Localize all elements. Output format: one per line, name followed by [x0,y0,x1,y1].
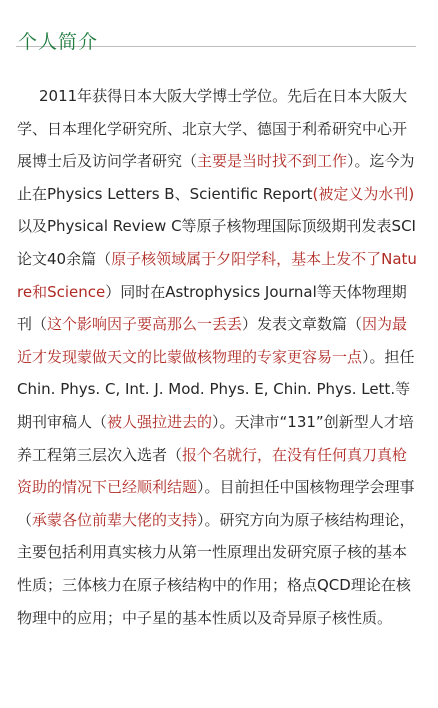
bio-text: ）。迄今为止在Physics Letters B、Scientific Report [17,152,415,203]
bio-annotation: (被定义为水刊) [312,184,415,203]
bio-text: ）。天津市“131”创新型人才培养工程第三层次入选者（ [17,412,414,464]
section-header [16,12,416,53]
bio-text: ）。担任Chin. Phys. C, Int. J. Mod. Phys. E, Chin. Phys. Lett.等期刊审稿人（ [17,347,415,431]
bio-text: ）。研究方向为原子核结构理论，主要包括利用真实核力从第一性原理出发研究原子核的基本性质；三体核力在原子核结构中的作用；格点QCD理论在核物理中的应用；中子星的基本性质以及奇异原子核性质。 [17,510,415,627]
bio-text: ）同时在Astrophysics Journal等天体物理期刊（ [17,282,407,334]
bio-text: 以及Physical Review C等原子核物理国际顶级期刊发表SCI论文40余篇（ [17,217,416,268]
bio-annotation: 因为最近才发现蒙做天文的比蒙做核物理的专家更容易一点 [17,315,408,366]
bio-paragraph [17,80,417,634]
section-title: 个人简介 [18,30,99,53]
bio-text: ）。目前担任中国核物理学会理事（ [17,478,415,529]
bio-annotation: 报个名就行，在没有任何真刀真枪资助的情况下已经顺利结题 [17,445,408,497]
bio-annotation: 原子核领域属于夕阳学科，基本上发不了Nature和Science [17,249,417,301]
bio-annotation: 承蒙各位前辈大佬的支持 [32,510,198,529]
bio-annotation: 主要是当时找不到工作 [197,152,348,171]
bio-text: 2011年获得日本大阪大学博士学位。先后在日本大阪大学、日本理化学研究所、北京大学、德国于利希研究中心开展博士后及访问学者研究（ [17,87,408,171]
bio-annotation: 被人强拉进去的 [107,412,213,431]
bio-annotation: 这个影响因子要高那么一丢丢 [47,315,243,334]
bio-text: ）发表文章数篇（ [242,315,363,334]
